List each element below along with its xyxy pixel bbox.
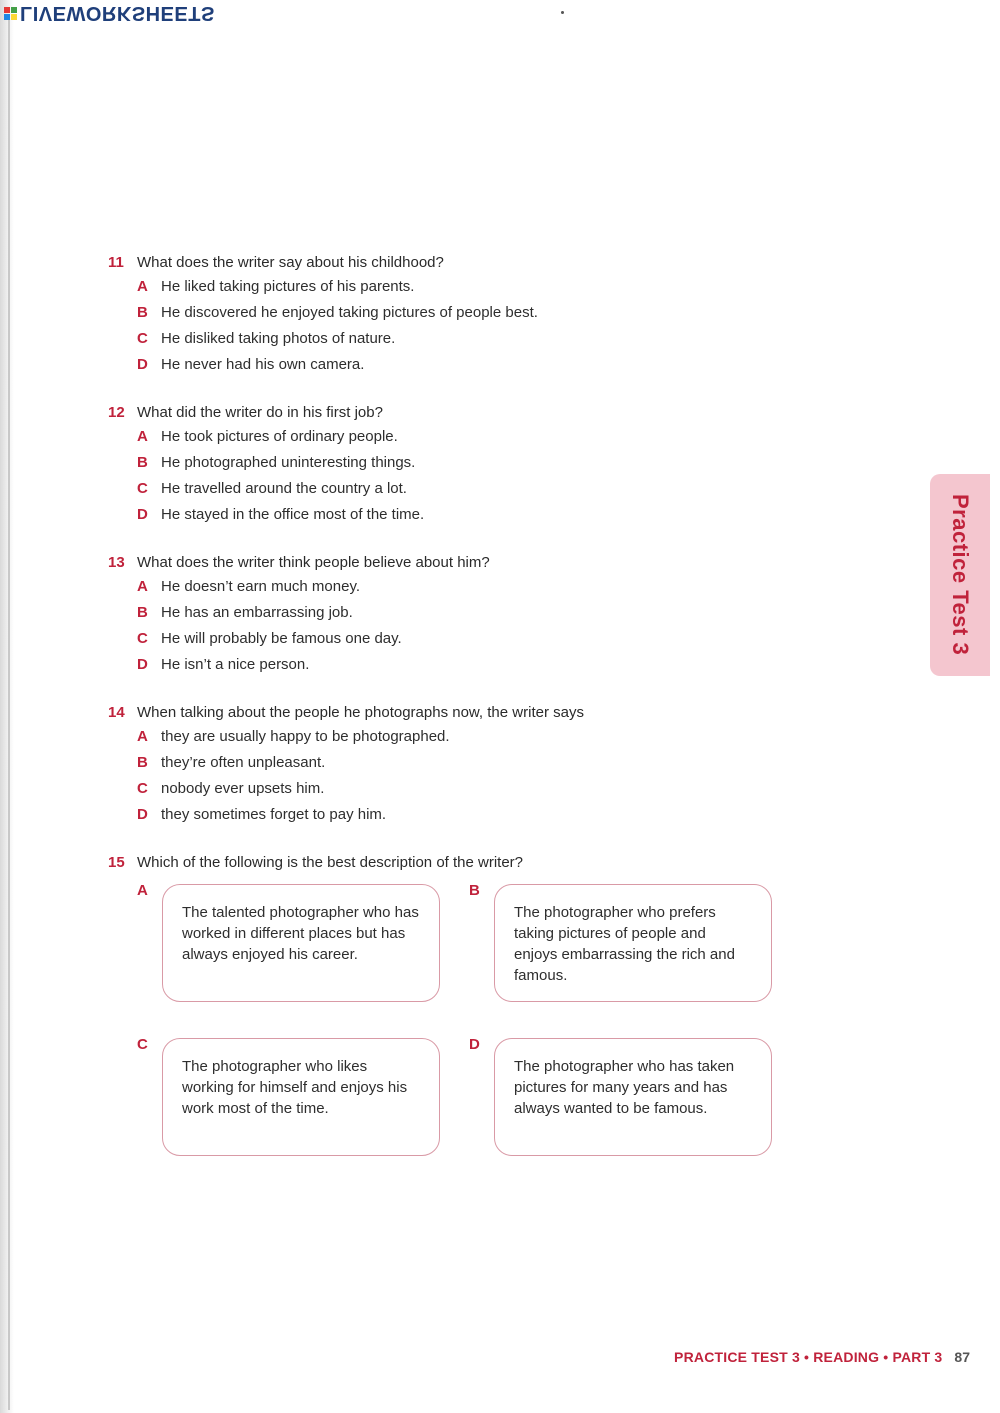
option-d[interactable] bbox=[137, 356, 708, 382]
question-stem bbox=[108, 554, 708, 578]
option-a[interactable] bbox=[137, 578, 708, 604]
answer-box-a[interactable] bbox=[162, 884, 440, 1002]
question-number: 12 bbox=[108, 404, 125, 421]
option-text: they sometimes forget to pay him. bbox=[161, 806, 387, 823]
page-footer bbox=[674, 1349, 970, 1365]
box-letter-d: D bbox=[469, 1036, 480, 1053]
option-d[interactable] bbox=[137, 806, 708, 832]
liveworksheets-logo bbox=[4, 2, 215, 24]
option-text: He will probably be famous one day. bbox=[161, 630, 402, 647]
option-text: He discovered he enjoyed taking pictures of people best. bbox=[161, 304, 538, 321]
answer-box-text: The photographer who likes working for himself and enjoys his work most of the time. bbox=[182, 1058, 408, 1117]
option-letter: A bbox=[137, 728, 148, 745]
option-text: nobody ever upsets him. bbox=[161, 780, 325, 797]
option-letter: B bbox=[137, 304, 148, 321]
question-stem bbox=[108, 254, 708, 278]
answer-box-b[interactable] bbox=[494, 884, 772, 1002]
option-a[interactable] bbox=[137, 278, 708, 304]
option-c[interactable] bbox=[137, 630, 708, 656]
question-13 bbox=[108, 554, 708, 682]
question-number: 14 bbox=[108, 704, 125, 721]
option-letter: C bbox=[137, 630, 148, 647]
question-stem bbox=[108, 404, 708, 428]
option-letter: C bbox=[137, 480, 148, 497]
answer-box-text: The photographer who has taken pictures for many years and has always wanted to be famous. bbox=[514, 1058, 735, 1117]
option-b[interactable] bbox=[137, 754, 708, 780]
page-number: 87 bbox=[954, 1349, 970, 1365]
question-text: What does the writer say about his childhood? bbox=[137, 254, 444, 271]
answer-box-text: The photographer who prefers taking pictures of people and enjoys embarrassing the rich and famous. bbox=[514, 904, 735, 984]
page-edge bbox=[0, 0, 14, 1413]
question-text: What did the writer do in his first job? bbox=[137, 404, 383, 421]
footer-section-label: PRACTICE TEST 3 • READING • PART 3 bbox=[674, 1349, 943, 1365]
option-letter: C bbox=[137, 330, 148, 347]
option-letter: D bbox=[137, 656, 148, 673]
option-text: He has an embarrassing job. bbox=[161, 604, 353, 621]
option-text: He doesn’t earn much money. bbox=[161, 578, 360, 595]
question-number: 13 bbox=[108, 554, 125, 571]
option-text: He took pictures of ordinary people. bbox=[161, 428, 398, 445]
question-stem bbox=[108, 704, 708, 728]
question-14 bbox=[108, 704, 708, 832]
question-15 bbox=[108, 854, 708, 878]
option-letter: D bbox=[137, 806, 148, 823]
option-letter: A bbox=[137, 428, 148, 445]
option-letter: D bbox=[137, 356, 148, 373]
option-text: He disliked taking photos of nature. bbox=[161, 330, 396, 347]
option-letter: B bbox=[137, 754, 148, 771]
option-text: He liked taking pictures of his parents. bbox=[161, 278, 415, 295]
option-c[interactable] bbox=[137, 330, 708, 356]
spine-line bbox=[8, 20, 10, 1410]
option-a[interactable] bbox=[137, 428, 708, 454]
question-text: When talking about the people he photographs now, the writer says bbox=[137, 704, 584, 721]
box-letter-c: C bbox=[137, 1036, 148, 1053]
answer-box-text: The talented photographer who has worked in different places but has always enjoyed his career. bbox=[182, 904, 419, 963]
question-number: 15 bbox=[108, 854, 125, 871]
option-text: He photographed uninteresting things. bbox=[161, 454, 416, 471]
option-letter: D bbox=[137, 506, 148, 523]
option-c[interactable] bbox=[137, 480, 708, 506]
option-text: He stayed in the office most of the time. bbox=[161, 506, 425, 523]
option-c[interactable] bbox=[137, 780, 708, 806]
option-b[interactable] bbox=[137, 604, 708, 630]
option-d[interactable] bbox=[137, 656, 708, 682]
option-letter: B bbox=[137, 604, 148, 621]
option-text: He travelled around the country a lot. bbox=[161, 480, 407, 497]
option-b[interactable] bbox=[137, 454, 708, 480]
logo-text: LIVEWORKSHEETS bbox=[20, 2, 215, 24]
question-12 bbox=[108, 404, 708, 532]
answer-box-c[interactable] bbox=[162, 1038, 440, 1156]
option-text: He never had his own camera. bbox=[161, 356, 365, 373]
option-b[interactable] bbox=[137, 304, 708, 330]
option-letter: C bbox=[137, 780, 148, 797]
box-letter-b: B bbox=[469, 882, 480, 899]
box-letter-a: A bbox=[137, 882, 148, 899]
question-number: 11 bbox=[108, 254, 124, 271]
practice-test-tab-label: Practice Test 3 bbox=[948, 494, 973, 656]
question-text: Which of the following is the best description of the writer? bbox=[137, 854, 524, 871]
option-letter: B bbox=[137, 454, 148, 471]
question-text: What does the writer think people believe about him? bbox=[137, 554, 490, 571]
option-a[interactable] bbox=[137, 728, 708, 754]
question-11 bbox=[108, 254, 708, 382]
answer-box-d[interactable] bbox=[494, 1038, 772, 1156]
option-text: He isn’t a nice person. bbox=[161, 656, 310, 673]
scan-speck bbox=[561, 11, 564, 14]
option-letter: A bbox=[137, 578, 148, 595]
practice-test-tab bbox=[930, 474, 990, 676]
question-stem bbox=[108, 854, 708, 878]
logo-icon bbox=[4, 7, 17, 20]
option-letter: A bbox=[137, 278, 148, 295]
option-text: they’re often unpleasant. bbox=[161, 754, 326, 771]
option-text: they are usually happy to be photographed. bbox=[161, 728, 450, 745]
option-d[interactable] bbox=[137, 506, 708, 532]
